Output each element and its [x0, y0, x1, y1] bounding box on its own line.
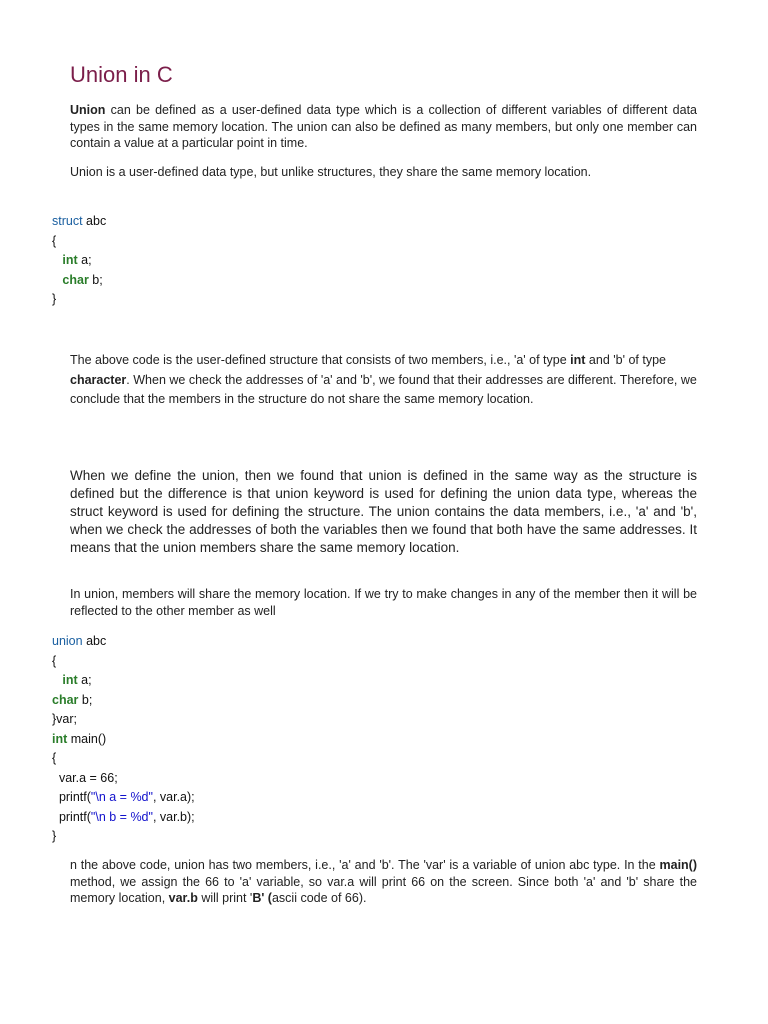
- code-line: [52, 691, 195, 711]
- code-text: , var.b);: [152, 809, 195, 824]
- code-line: }: [52, 829, 57, 843]
- union-explanation: When we define the union, then we found that union is defined in the same way as the structure is defined but the difference is that union keyword is used for defining the union data type, whereas the struct keyword is used for defining the structure. The union contains the data members, i.e., 'a' and 'b', when we check the addresses of both the variables then we found that both have the same addresses. It means that the union members share the same memory location.: [70, 468, 697, 555]
- keyword-int: int: [52, 731, 68, 746]
- struct-code-block: [52, 212, 106, 310]
- code-line: [52, 808, 195, 828]
- keyword-int: int: [62, 673, 78, 687]
- page-title: Union in C: [70, 62, 173, 87]
- keyword-char: char: [52, 692, 79, 707]
- code-line: [52, 212, 106, 232]
- union-code-block: [52, 632, 195, 847]
- text-run: n the above code, union has two members, i.e., 'a' and 'b'. The 'var' is a variable of union abc type. In the: [70, 858, 660, 872]
- bold-run: B' (: [252, 891, 272, 905]
- keyword-int: int: [62, 253, 78, 267]
- keyword-char: char: [62, 272, 89, 287]
- code-line: {: [52, 653, 57, 668]
- text-run: The above code is the user-defined structure that consists of two members, i.e., 'a' of type: [70, 353, 571, 367]
- text-run: and 'b' of type: [585, 353, 666, 367]
- code-line: [52, 788, 195, 808]
- text-run: will print ': [197, 891, 253, 905]
- code-line: }var;: [52, 712, 78, 726]
- code-line: [52, 271, 106, 291]
- code-text: a;: [77, 253, 92, 267]
- bold-run: character: [70, 372, 127, 387]
- union-share-paragraph: In union, members will share the memory location. If we try to make changes in any of the member then it will be reflected to the other member as well: [70, 587, 697, 618]
- text-run: . When we check the addresses of 'a' and 'b', we found that their addresses are different. Therefore, we conclude that the members in the structure do not share the same memory location.: [70, 372, 697, 406]
- intro-bold-term: Union: [70, 103, 106, 117]
- string-literal: "\n b = %d": [90, 809, 153, 824]
- code-line: {: [52, 233, 57, 248]
- struct-explanation: [70, 351, 697, 410]
- code-text: main(): [67, 731, 107, 746]
- code-text: b;: [88, 272, 103, 287]
- keyword-union: union: [52, 634, 83, 648]
- text-run: ascii code of 66).: [271, 891, 367, 905]
- keyword-struct: struct: [52, 214, 83, 228]
- bold-run: main(): [659, 858, 697, 872]
- code-line: {: [52, 751, 57, 765]
- code-text: b;: [78, 692, 93, 707]
- intro-text: can be defined as a user-defined data type which is a collection of different variables of different data types in the same memory location. The union can also be defined as many members, but only one member can contain a value at a particular point in time.: [70, 103, 697, 150]
- code-text: printf(: [52, 790, 91, 804]
- intro-paragraph: [70, 102, 697, 152]
- code-text: abc: [82, 634, 107, 648]
- code-line: [52, 730, 195, 750]
- code-line: [52, 251, 106, 271]
- code-text: a;: [77, 673, 92, 687]
- code-line: [52, 671, 195, 691]
- code-text: abc: [82, 214, 107, 228]
- code-line: var.a = 66;: [52, 770, 118, 785]
- bold-run: int: [570, 353, 586, 367]
- code-text: printf(: [52, 809, 91, 824]
- string-literal: "\n a = %d": [90, 790, 153, 804]
- final-explanation: [70, 857, 697, 907]
- text-run: method, we assign the 66 to 'a' variable, so var.a will print 66 on the screen. Since both 'a' and 'b' share the memory location,: [70, 874, 697, 905]
- bold-run: var.b: [168, 891, 198, 905]
- code-line: [52, 632, 195, 652]
- intro-paragraph-2: Union is a user-defined data type, but unlike structures, they share the same memory location.: [70, 165, 592, 179]
- code-line: }: [52, 292, 57, 306]
- code-text: , var.a);: [152, 790, 195, 804]
